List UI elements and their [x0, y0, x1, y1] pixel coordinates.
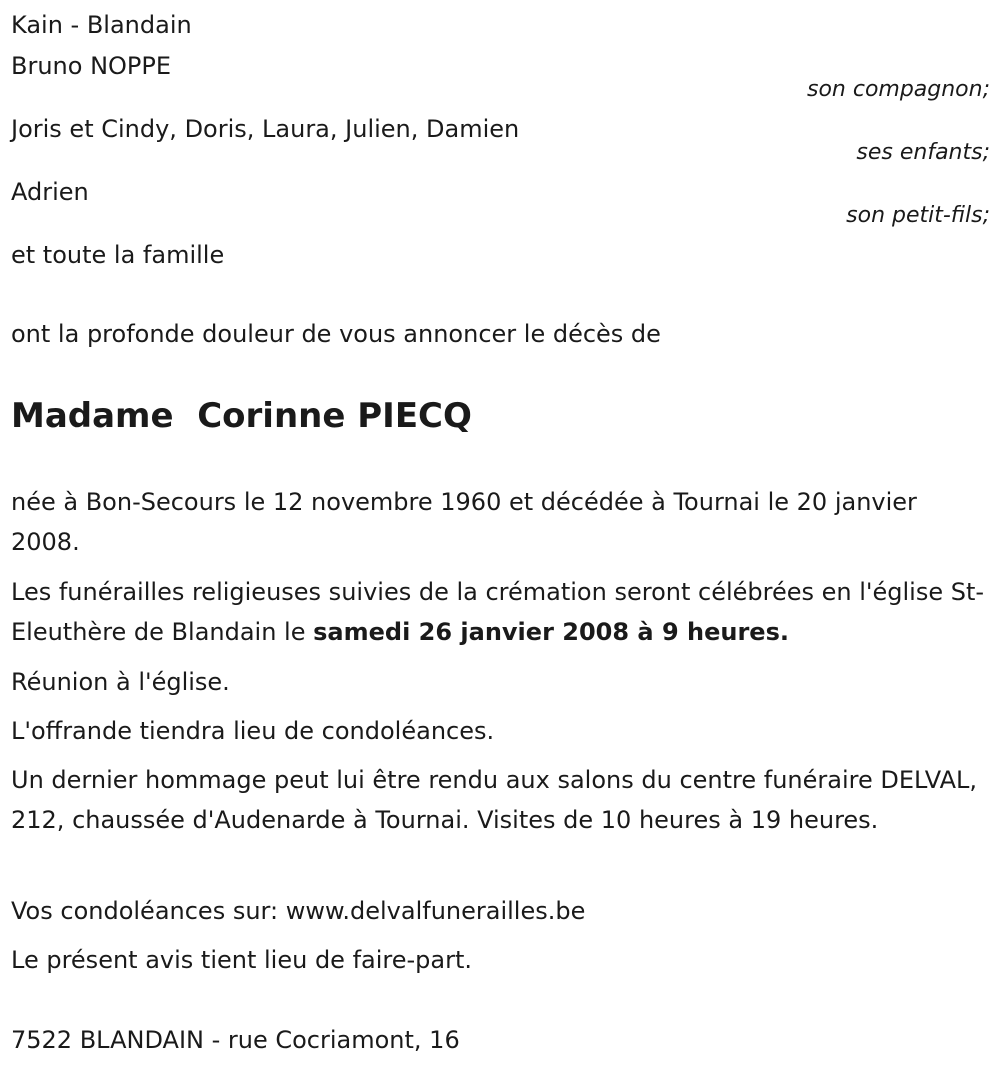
tribute-paragraph: Un dernier hommage peut lui être rendu aux salons du centre funéraire DELVAL, 212, chaussée d'Audenarde à Tournai. Visites de 10 heures à 19 heures.: [11, 766, 978, 834]
grandson-name: Adrien: [11, 178, 89, 206]
companion-name: Bruno NOPPE: [11, 52, 172, 80]
condolences-link[interactable]: www.delvalfunerailles.be: [285, 897, 586, 925]
birth-death-paragraph: née à Bon-Secours le 12 novembre 1960 et décédée à Tournai le 20 janvier 2008.: [11, 488, 917, 556]
location-line: Kain - Blandain: [11, 11, 192, 39]
family-line: et toute la famille: [11, 241, 225, 269]
children-names: Joris et Cindy, Doris, Laura, Julien, Damien: [11, 115, 520, 143]
funeral-intro: Les funérailles religieuses suivies de la crémation seront célébrées en l'église St-Eleuthère de Blandain le: [11, 578, 985, 646]
notice-line: Le présent avis tient lieu de faire-part.: [11, 946, 473, 974]
children-role: ses enfants;: [856, 140, 990, 165]
funeral-paragraph: [11, 572, 986, 652]
grandson-role: son petit-fils;: [846, 203, 990, 228]
announcement-line: ont la profonde douleur de vous annoncer le décès de: [11, 320, 661, 348]
address-line: 7522 BLANDAIN - rue Cocriamont, 16: [11, 1026, 460, 1054]
meeting-line: Réunion à l'église.: [11, 668, 230, 696]
deceased-name: Madame Corinne PIECQ: [11, 396, 472, 436]
companion-role: son compagnon;: [806, 77, 990, 102]
offering-line: L'offrande tiendra lieu de condoléances.: [11, 717, 495, 745]
condolences-prefix: Vos condoléances sur:: [11, 897, 286, 925]
funeral-date: samedi 26 janvier 2008 à 9 heures.: [313, 618, 789, 646]
condolences-line: [11, 891, 585, 931]
